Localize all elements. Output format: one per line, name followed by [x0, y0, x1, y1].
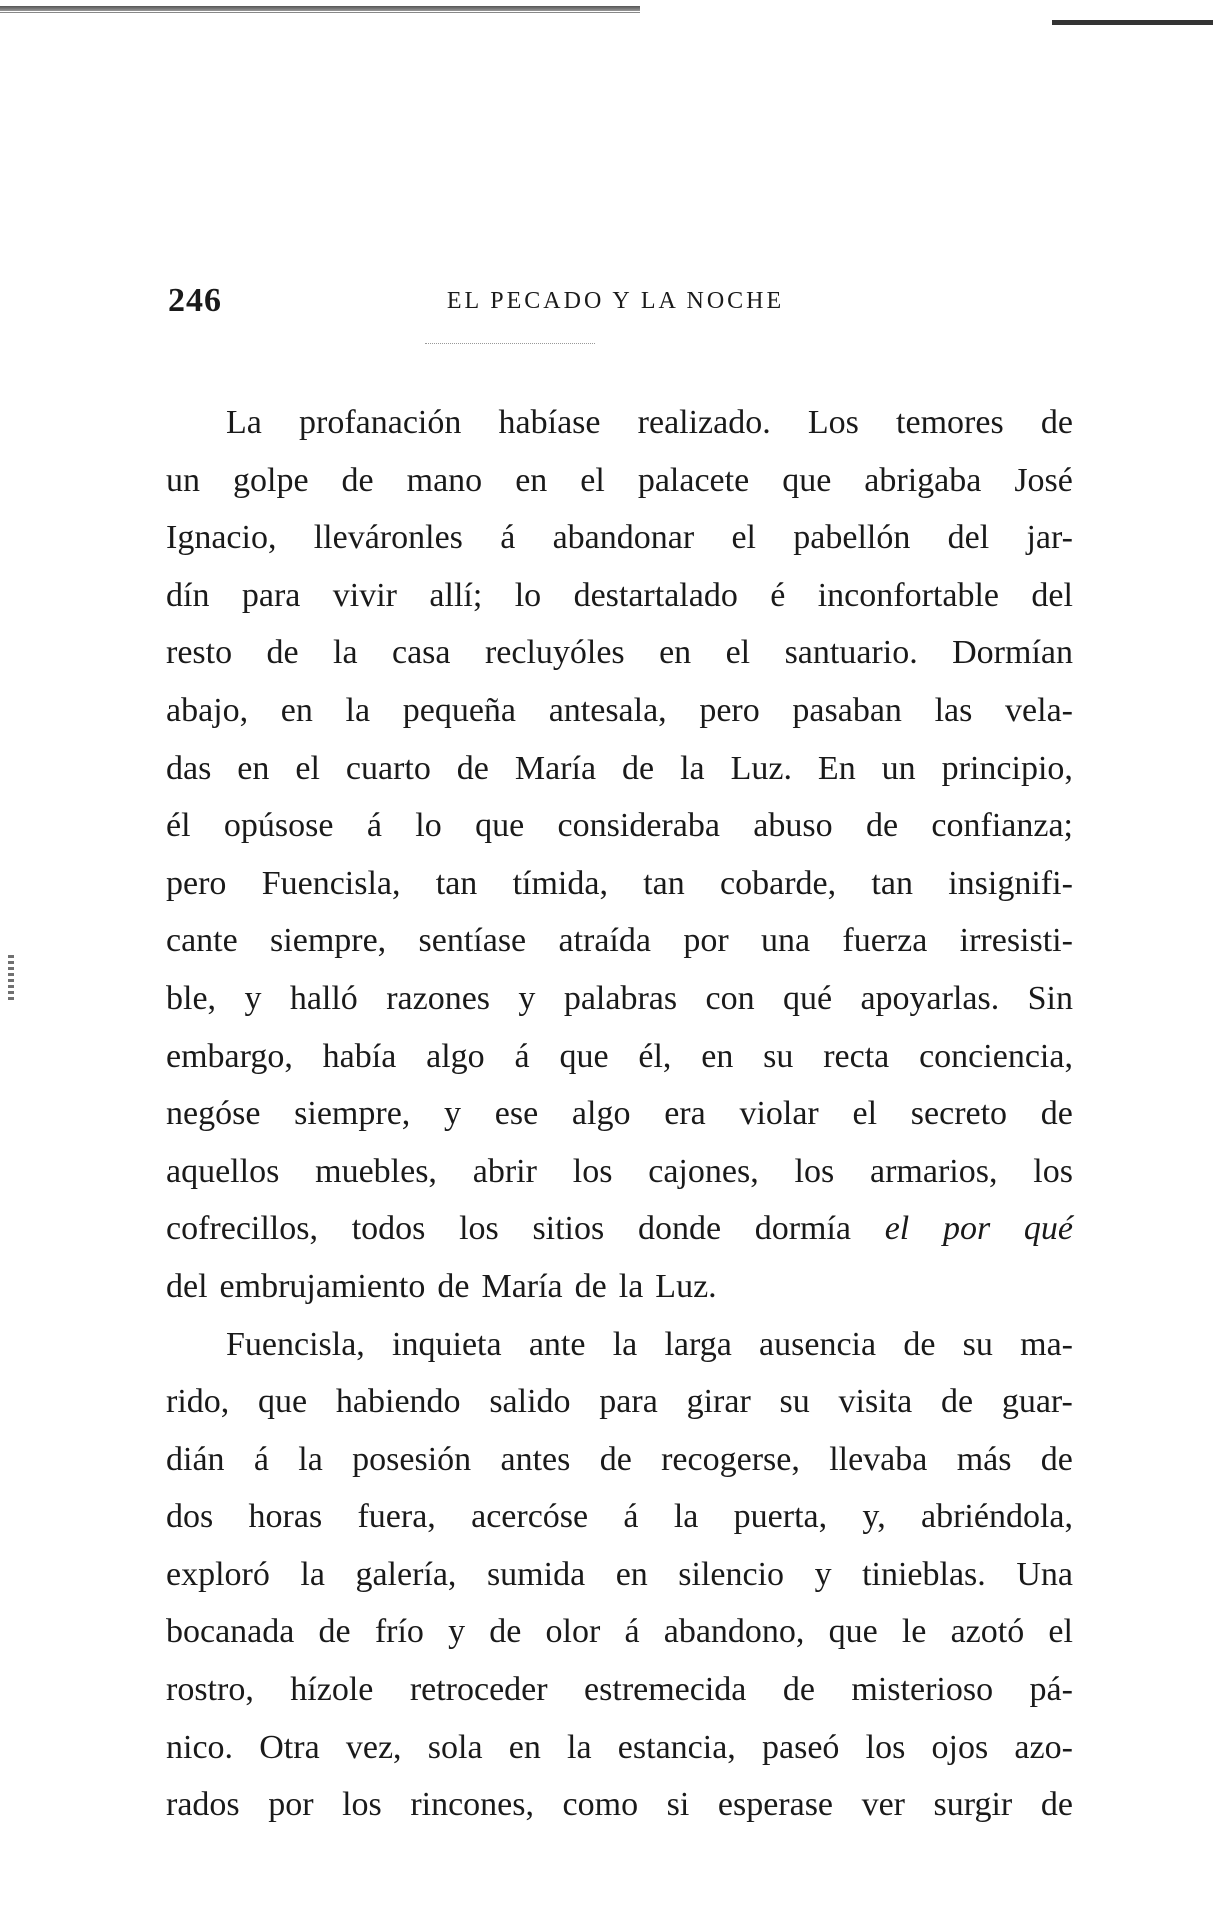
- scan-margin-speck: [8, 955, 14, 1000]
- text-line: negóse siempre, y ese algo era violar el secreto de: [166, 1095, 1073, 1133]
- text-line: pero Fuencisla, tan tímida, tan cobarde, tan insignifi-: [166, 864, 1073, 902]
- text-line: dín para vivir allí; lo destartalado é inconfortable del: [166, 576, 1073, 614]
- text-line: rados por los rincones, como si esperase ver surgir de: [166, 1786, 1073, 1824]
- text-line: cofrecillos, todos los sitios donde dormía el por qué: [166, 1204, 1073, 1262]
- text-line: La profanación habíase realizado. Los temores de: [226, 404, 1073, 441]
- page-number: 246: [168, 282, 222, 319]
- text-line: dián á la posesión antes de recogerse, llevaba más de: [166, 1440, 1073, 1478]
- header-divider: [425, 343, 595, 344]
- text-line: aquellos muebles, abrir los cajones, los armarios, los: [166, 1152, 1073, 1190]
- text-line: das en el cuarto de María de la Luz. En un principio,: [166, 749, 1073, 787]
- text-line: exploró la galería, sumida en silencio y tinieblas. Una: [166, 1555, 1073, 1593]
- text-line: embargo, había algo á que él, en su recta conciencia,: [166, 1037, 1073, 1075]
- text-line: resto de la casa recluyóles en el santuario. Dormían: [166, 634, 1073, 672]
- text-line: cante siempre, sentíase atraída por una fuerza irresisti-: [166, 922, 1073, 960]
- text-line: abajo, en la pequeña antesala, pero pasaban las vela-: [166, 691, 1073, 729]
- text-line: Fuencisla, inquieta ante la larga ausencia de su ma-: [226, 1325, 1073, 1363]
- scan-edge-rule: [0, 6, 640, 11]
- text-line: del embrujamiento de María de la Luz.: [166, 1267, 717, 1305]
- italic-phrase: qué: [1023, 1210, 1073, 1248]
- running-head: EL PECADO Y LA NOCHE: [446, 288, 785, 314]
- text-line: nico. Otra vez, sola en la estancia, paseó los ojos azo-: [166, 1728, 1073, 1766]
- italic-phrase: el: [884, 1210, 910, 1248]
- text-line: rostro, hízole retroceder estremecida de misterioso pá-: [166, 1671, 1073, 1709]
- text-line: rido, que habiendo salido para girar su visita de guar-: [166, 1383, 1073, 1421]
- scan-edge-rule-thin: [0, 12, 640, 13]
- text-line: dos horas fuera, acercóse á la puerta, y, abriéndola,: [166, 1498, 1073, 1536]
- page-body-text: [166, 398, 1073, 1838]
- text-line: ble, y halló razones y palabras con qué apoyarlas. Sin: [166, 979, 1073, 1017]
- scan-edge-rule-right: [1052, 20, 1213, 25]
- text-line: un golpe de mano en el palacete que abrigaba José: [166, 461, 1073, 499]
- text-line: él opúsose á lo que consideraba abuso de confianza;: [166, 807, 1073, 845]
- italic-phrase: por: [942, 1210, 991, 1248]
- text-line: bocanada de frío y de olor á abandono, que le azotó el: [166, 1613, 1073, 1651]
- text-line: Ignacio, lleváronles á abandonar el pabellón del jar-: [166, 519, 1073, 557]
